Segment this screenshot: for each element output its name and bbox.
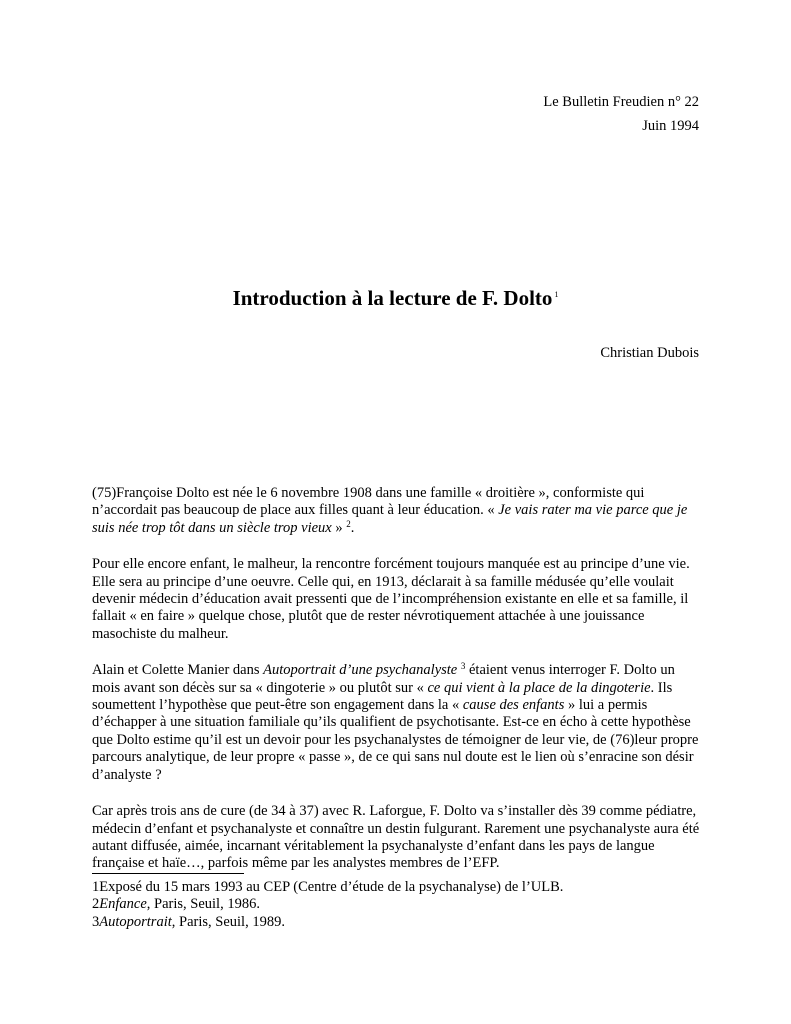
paragraph-2: Pour elle encore enfant, le malheur, la rencontre forcément toujours manquée est au principe d’une vie. Elle sera au principe d’une oeuvre. Celle qui, en 1913, déclarait à sa famille médusée qu’elle voulait devenir médecin d’éducation avait pressenti que de l’incompréhension existante en elle et sa famille, il fallait « en faire » quelque chose, plutôt que de rester névrotiquement attachée à une jouissance masochiste du malheur.: [92, 556, 690, 642]
footnote-3-rest: , Paris, Seuil, 1989.: [171, 913, 285, 930]
p3-text-g: » lui a permis d’échapper à une situation familiale qu’ils qualifient de psychotisante. Est-ce en écho à cette hypothèse que Dolto estime qu’il est un devoir pour les psychanalystes de témoigner de leur vie, de (76)leur propre parcours analytique, de leur propre « passe », de ce qui sans nul doute est le lien où s’enracine son désir d’analyste ?: [92, 697, 699, 783]
p1-text-c: »: [331, 519, 343, 536]
footnote-2-rest: , Paris, Seuil, 1986.: [146, 896, 260, 913]
paragraph-3: [92, 662, 704, 784]
footnote-2-number: 2: [92, 896, 100, 913]
p3-quote-2: cause des enfants: [462, 697, 565, 714]
p3-text-c: étaient venus interroger F. Dolto un mois avant son décès sur sa « dingoterie » ou plutôt sur «: [92, 662, 675, 696]
page-title: [0, 286, 791, 311]
footnote-1: 1Exposé du 15 mars 1993 au CEP (Centre d’étude de la psychanalyse) de l’ULB.: [92, 879, 564, 895]
bulletin-name: Le Bulletin Freudien n° 22: [543, 94, 699, 110]
p1-text-a: (75)Françoise Dolto est née le 6 novembre 1908 dans une famille « droitière », conformiste qui n’accordait pas beaucoup de place aux filles quant à leur éducation. «: [92, 485, 645, 519]
footnote-ref-3[interactable]: 3: [460, 661, 466, 672]
footnote-2: [92, 896, 563, 913]
paragraph-1: [92, 485, 704, 537]
footnote-3-title: Autoportrait: [99, 913, 172, 930]
author-name: Christian Dubois: [600, 345, 699, 361]
footnote-2-title: Enfance: [99, 896, 147, 913]
paragraph-4: Car après trois ans de cure (de 34 à 37) avec R. Laforgue, F. Dolto va s’installer dès 39 comme pédiatre, médecin d’enfant et psychanalyste et connaître un destin fulgurant. Rarement une psychanalyste aura été autant diffusée, aimée, incarnant véritablement la psychanalyste d’enfant dans les pays de langue française et haïe…, parfois même par les analystes membres de l’EFP.: [92, 803, 700, 872]
footnote-3-number: 3: [92, 913, 100, 930]
footnote-divider: [92, 873, 244, 874]
footnotes: [92, 879, 563, 931]
p3-book-title: Autoportrait d’une psychanalyste: [263, 662, 458, 679]
footnote-ref-2[interactable]: 2: [346, 518, 351, 529]
p3-text-a: Alain et Colette Manier dans: [92, 662, 264, 679]
p3-text-e: . Ils soumettent l’hypothèse que peut-être son engagement dans la «: [92, 679, 673, 714]
title-footnote-ref[interactable]: 1: [554, 290, 559, 299]
article-body: [92, 485, 704, 892]
p1-text-d: .: [350, 519, 355, 536]
p3-quote-1: ce qui vient à la place de la dingoterie: [427, 679, 651, 696]
title-text: Introduction à la lecture de F. Dolto: [232, 286, 553, 310]
header: [543, 90, 699, 138]
p1-quote: Je vais rater ma vie parce que je suis née trop tôt dans un siècle trop vieux: [92, 502, 688, 536]
bulletin-date: Juin 1994: [642, 118, 699, 134]
footnote-3: [92, 914, 563, 931]
